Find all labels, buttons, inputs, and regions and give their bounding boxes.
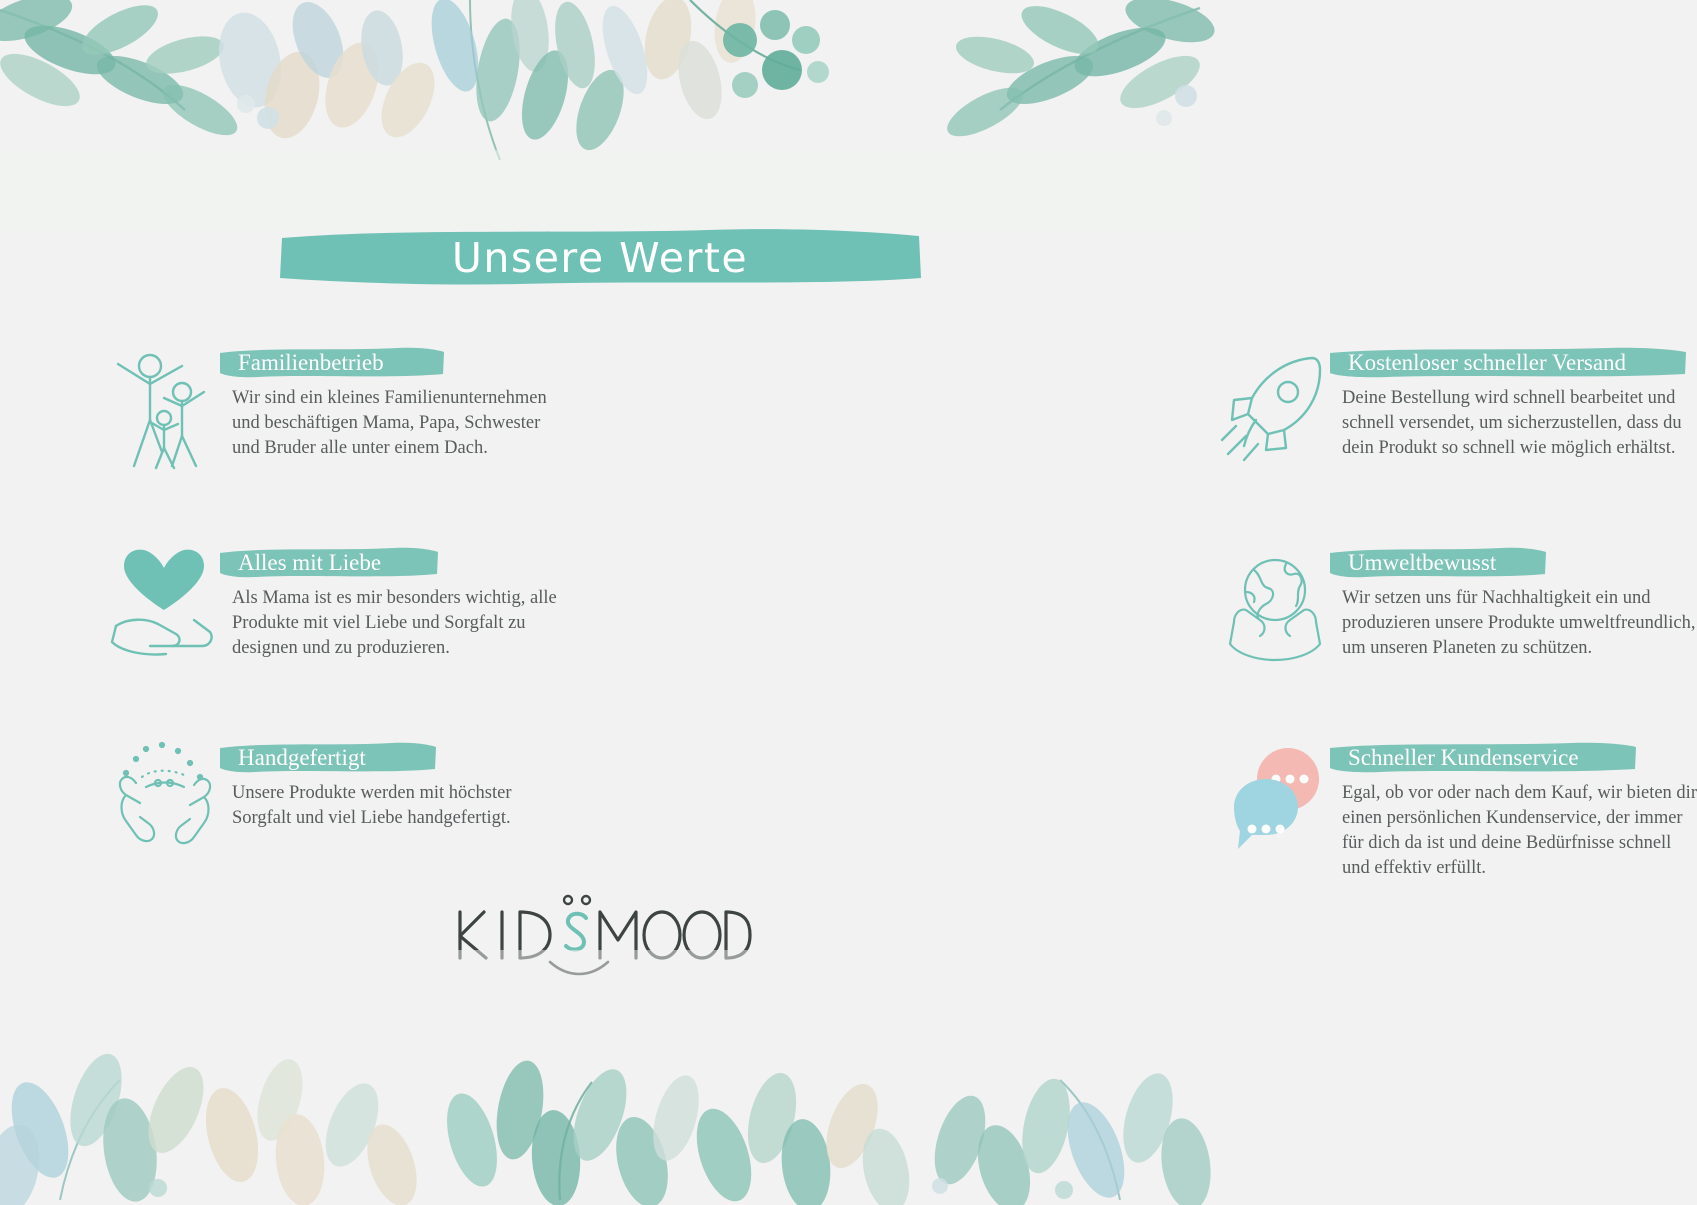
chat-bubbles-icon	[1215, 743, 1335, 883]
value-description: Als Mama ist es mir besonders wichtig, alle Produkte mit viel Liebe und Sorgfalt zu designen und zu produzieren.	[232, 588, 557, 658]
value-text-liebe	[232, 546, 562, 661]
value-block-liebe	[0, 530, 600, 725]
value-text-handgefertigt	[232, 741, 562, 831]
value-label: Handgefertigt	[238, 745, 366, 770]
value-label-wrap-handgefertigt	[232, 741, 372, 775]
values-grid	[0, 330, 1697, 935]
value-description: Wir sind ein kleines Familienunternehmen und beschäftigen Mama, Papa, Schwester und Bruder alle unter einem Dach.	[232, 388, 547, 458]
value-label: Alles mit Liebe	[238, 550, 382, 575]
value-text-kundenservice	[1342, 741, 1697, 881]
value-label-wrap-kundenservice	[1342, 741, 1585, 775]
value-label: Umweltbewusst	[1348, 550, 1497, 575]
value-label: Kostenloser schneller Versand	[1348, 350, 1627, 375]
rocket-icon	[1215, 348, 1335, 488]
top-foliage-decoration	[0, 0, 1200, 230]
value-description: Egal, ob vor oder nach dem Kauf, wir bieten dir einen persönlichen Kundenservice, der immer für dich da ist und deine Bedürfnisse schnell und effektiv erfüllt.	[1342, 783, 1697, 878]
value-label-wrap-versand	[1342, 346, 1632, 380]
value-block-familienbetrieb	[0, 330, 600, 530]
page-title-area	[0, 226, 1200, 290]
brand-logo-inner	[450, 890, 750, 980]
value-label-wrap-liebe	[232, 546, 387, 580]
value-text-umwelt	[1342, 546, 1697, 661]
family-icon	[105, 348, 225, 488]
value-block-versand	[600, 330, 1682, 530]
value-label: Familienbetrieb	[238, 350, 384, 375]
value-text-versand	[1342, 346, 1697, 461]
heart-in-hand-icon	[105, 548, 225, 688]
value-label: Schneller Kundenservice	[1348, 745, 1579, 770]
globe-in-hands-icon	[1215, 548, 1335, 688]
handcraft-icon	[105, 743, 225, 883]
page-title-banner	[278, 226, 923, 290]
value-block-umwelt	[600, 530, 1696, 725]
page-title: Unsere Werte	[451, 234, 749, 282]
value-label-wrap-umwelt	[1342, 546, 1502, 580]
value-description: Unsere Produkte werden mit höchster Sorgfalt und viel Liebe handgefertigt.	[232, 783, 512, 828]
value-description: Deine Bestellung wird schnell bearbeitet und schnell versendet, um sicherzustellen, dass du dein Produkt so schnell wie möglich erhältst.	[1342, 388, 1682, 458]
bottom-foliage-decoration	[0, 950, 1200, 1200]
brand-logo	[0, 890, 1200, 980]
value-description: Wir setzen uns für Nachhaltigkeit ein und produzieren unsere Produkte umweltfreundlich, um unseren Planeten zu schützen.	[1342, 588, 1696, 658]
value-text-familienbetrieb	[232, 346, 562, 461]
value-label-wrap-familienbetrieb	[232, 346, 390, 380]
